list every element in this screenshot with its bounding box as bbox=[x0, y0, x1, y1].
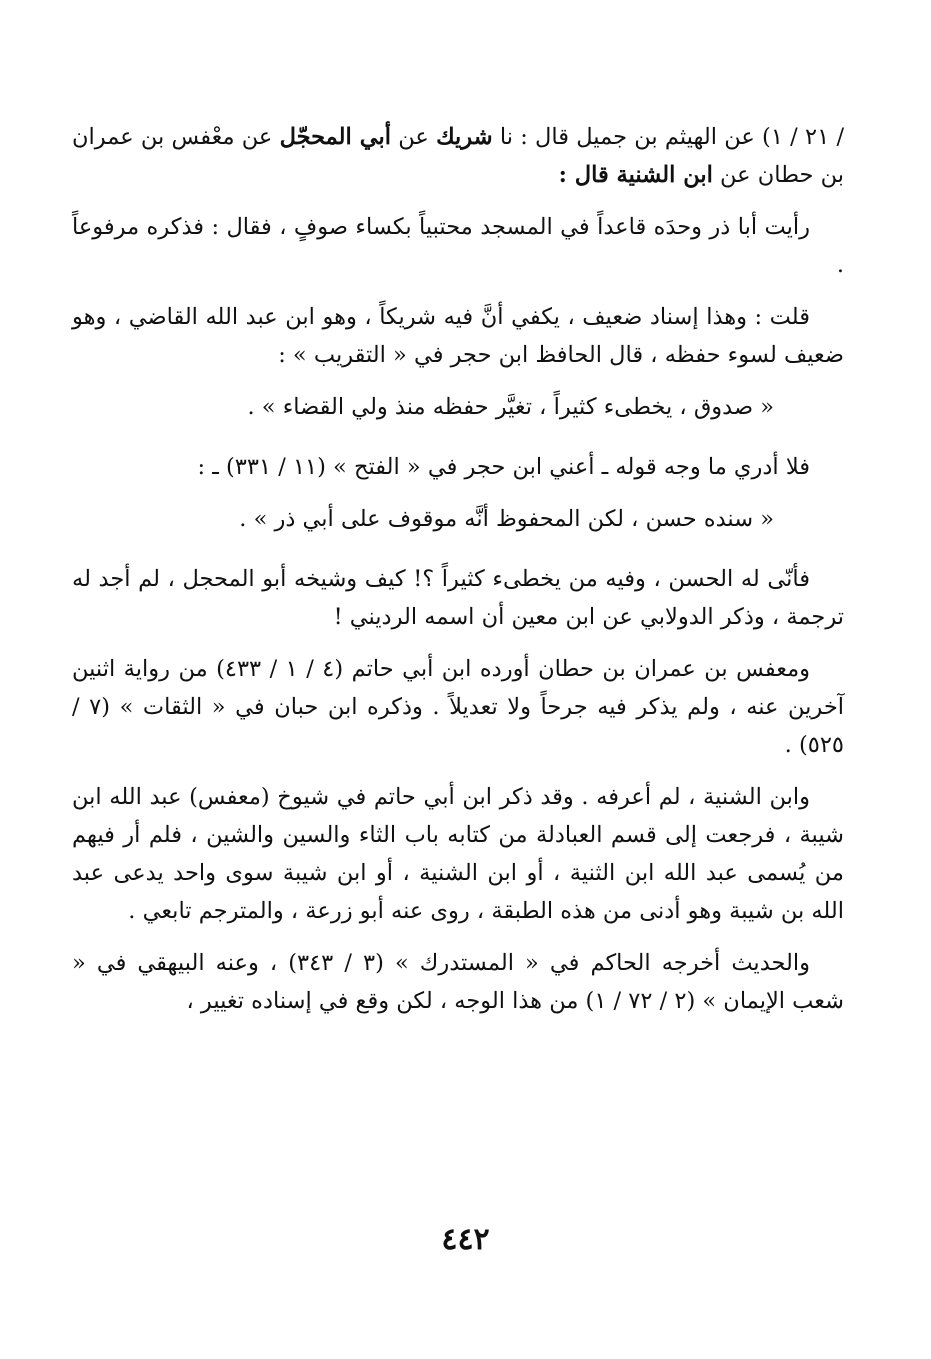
commentary-paragraph: والحديث أخرجه الحاكم في « المستدرك » (٣ / ٣٤٣) ، وعنه البيهقي في « شعب الإيمان » (٢ / ٧٢ / ١) من هذا الوجه ، لكن وقع في إسناده تغيير ، bbox=[72, 950, 844, 1014]
header-text-1: / ٢١ / ١) عن الهيثم بن جميل قال : نا bbox=[492, 124, 845, 150]
quote-taqrib: « صدوق ، يخطىء كثيراً ، تغيَّر حفظه منذ ولي القضاء » . bbox=[247, 394, 774, 420]
narrator-ibn-al-shaniya: ابن الشنية bbox=[616, 162, 713, 188]
page-body bbox=[72, 118, 844, 1034]
narrator-sharik: شريك bbox=[436, 124, 493, 150]
quote-fath: « سنده حسن ، لكن المحفوظ أنَّه موقوف على أبي ذر » . bbox=[239, 506, 774, 532]
header-suffix: قال : bbox=[558, 162, 617, 188]
header-text-2: عن bbox=[391, 124, 437, 150]
hadith-header bbox=[72, 118, 844, 194]
commentary-paragraph: فلا أدري ما وجه قوله ـ أعني ابن حجر في « الفتح » (١١ / ٣٣١) ـ : bbox=[197, 454, 810, 480]
header-text-3: عن معْفس بن عمران بن حطان عن bbox=[72, 124, 844, 188]
commentary-paragraph: قلت : وهذا إسناد ضعيف ، يكفي أنَّ فيه شريكاً ، وهو ابن عبد الله القاضي ، وهو ضعيف لسوء حفظه ، قال الحافظ ابن حجر في « التقريب » : bbox=[72, 304, 844, 368]
hadith-text: رأيت أبا ذر وحدَه قاعداً في المسجد محتبياً بكساء صوفٍ ، فقال : فذكره مرفوعاً . bbox=[72, 214, 844, 278]
page-number: ٤٤٢ bbox=[441, 1222, 490, 1257]
commentary-paragraph: ومعفس بن عمران بن حطان أورده ابن أبي حاتم (٤ / ١ / ٤٣٣) من رواية اثنين آخرين عنه ، ولم يذكر فيه جرحاً ولا تعديلاً . وذكره ابن حبان في « الثقات » (٧ / ٥٢٥) . bbox=[72, 656, 845, 758]
commentary-paragraph: فأنّى له الحسن ، وفيه من يخطىء كثيراً ؟! كيف وشيخه أبو المحجل ، لم أجد له ترجمة ، وذكر الدولابي عن ابن معين أن اسمه الرديني ! bbox=[72, 566, 844, 630]
narrator-abu-al-muhajjal: أبي المحجّل bbox=[279, 124, 391, 150]
commentary-paragraph: وابن الشنية ، لم أعرفه . وقد ذكر ابن أبي حاتم في شيوخ (معفس) عبد الله ابن شيبة ، فرجعت إلى قسم العبادلة من كتابه باب الثاء والسين والشين ، فلم أر فيهم من يُسمى عبد الله ابن الثنية ، أو ابن الشنية ، أو ابن شيبة سوى واحد يدعى عبد الله بن شيبة وهو أدنى من هذه الطبقة ، روى عنه أبو زرعة ، والمترجم تابعي . bbox=[72, 784, 844, 924]
